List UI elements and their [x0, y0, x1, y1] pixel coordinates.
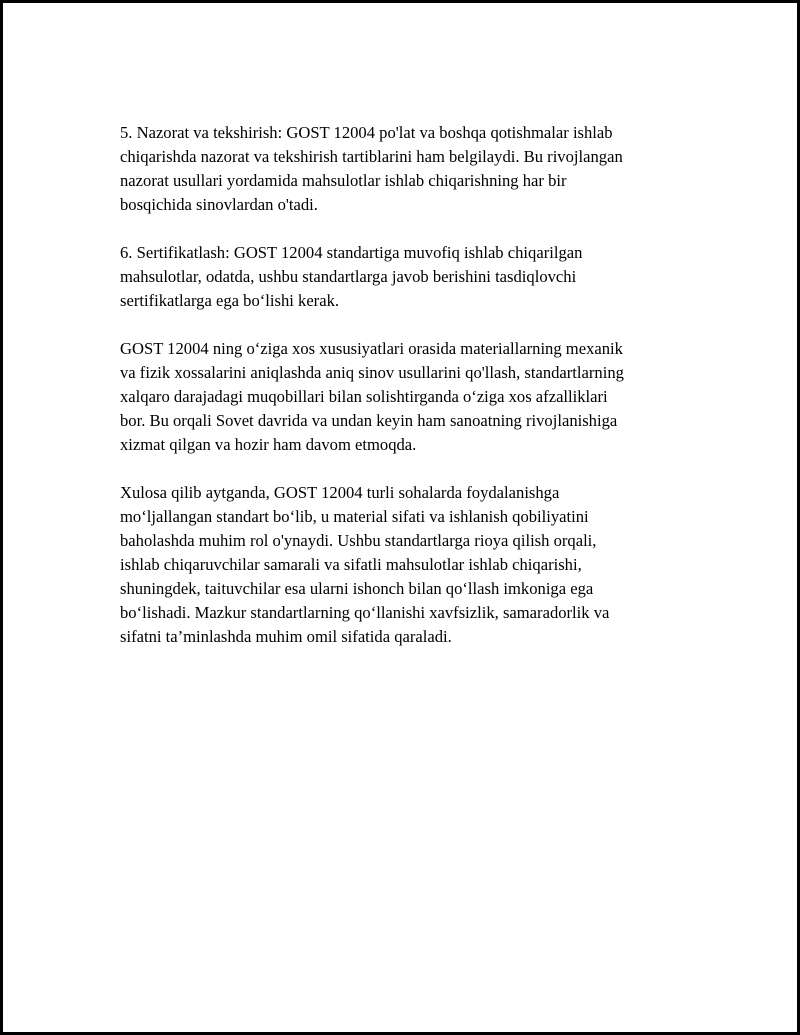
text-line: va fizik xossalarini aniqlashda aniq sinov usullarini qo'llash, standartlarning: [120, 363, 624, 382]
text-line: mo‘ljallangan standart bo‘lib, u material sifati va ishlanish qobiliyatini: [120, 507, 589, 526]
text-line: Xulosa qilib aytganda, GOST 12004 turli sohalarda foydalanishga: [120, 483, 560, 502]
document-body: [120, 121, 690, 673]
text-line: chiqarishda nazorat va tekshirish tartiblarini ham belgilaydi. Bu rivojlangan: [120, 147, 623, 166]
text-line: xizmat qilgan va hozir ham davom etmoqda.: [120, 435, 417, 454]
text-line: shuningdek, taituvchilar esa ularni ishonch bilan qo‘llash imkoniga ega: [120, 579, 594, 598]
text-line: sifatni ta’minlashda muhim omil sifatida qaraladi.: [120, 627, 452, 646]
text-line: bo‘lishadi. Mazkur standartlarning qo‘llanishi xavfsizlik, samaradorlik va: [120, 603, 610, 622]
text-line: GOST 12004 ning o‘ziga xos xususiyatlari orasida materiallarning mexanik: [120, 339, 623, 358]
paragraph-certification: [120, 241, 690, 313]
text-line: sertifikatlarga ega bo‘lishi kerak.: [120, 291, 340, 310]
text-line: baholashda muhim rol o'ynaydi. Ushbu standartlarga rioya qilish orqali,: [120, 531, 597, 550]
text-line: xalqaro darajadagi muqobillari bilan solishtirganda o‘ziga xos afzalliklari: [120, 387, 608, 406]
paragraph-conclusion: [120, 481, 690, 649]
text-line: 5. Nazorat va tekshirish: GOST 12004 po'lat va boshqa qotishmalar ishlab: [120, 123, 613, 142]
text-line: bosqichida sinovlardan o'tadi.: [120, 195, 318, 214]
paragraph-control-and-inspection: [120, 121, 690, 217]
text-line: ishlab chiqaruvchilar samarali va sifatli mahsulotlar ishlab chiqarishi,: [120, 555, 582, 574]
text-line: bor. Bu orqali Sovet davrida va undan keyin ham sanoatning rivojlanishiga: [120, 411, 618, 430]
paragraph-features: [120, 337, 690, 457]
text-line: nazorat usullari yordamida mahsulotlar ishlab chiqarishning har bir: [120, 171, 567, 190]
text-line: 6. Sertifikatlash: GOST 12004 standartiga muvofiq ishlab chiqarilgan: [120, 243, 583, 262]
text-line: mahsulotlar, odatda, ushbu standartlarga javob berishini tasdiqlovchi: [120, 267, 577, 286]
